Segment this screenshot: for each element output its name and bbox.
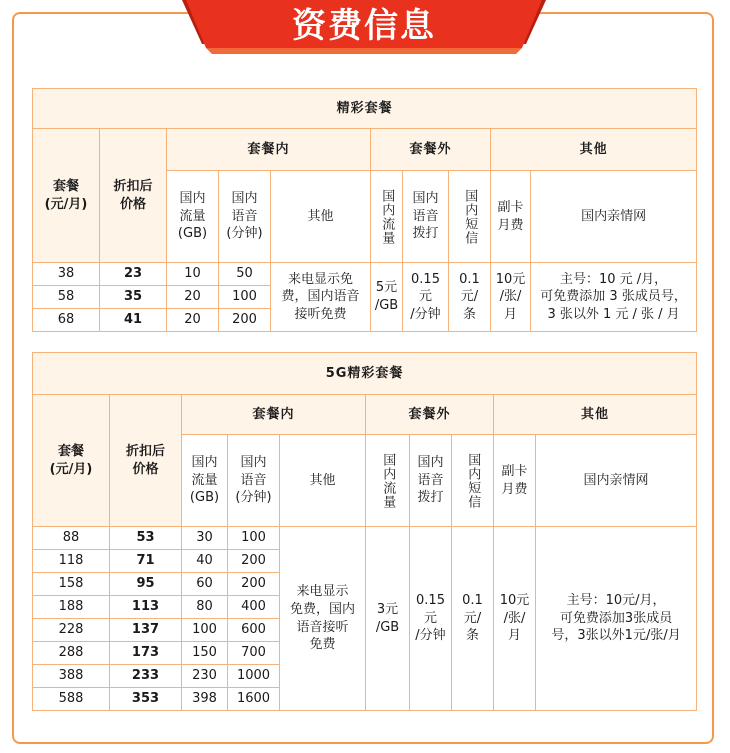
cell-out-data: 3元 /GB xyxy=(366,527,410,711)
cell-voice: 100 xyxy=(219,286,271,309)
header-plan: 套餐 (元/月) xyxy=(33,129,100,263)
header-family: 国内亲情网 xyxy=(536,435,697,527)
header-out-voice: 国内 语音 拨打 xyxy=(410,435,452,527)
cell-voice: 100 xyxy=(228,527,280,550)
cell-other-in: 来电显示免 费，国内语音 接听免费 xyxy=(271,263,371,332)
header-out-data: 国内流量 xyxy=(379,188,395,245)
cell-voice: 200 xyxy=(219,309,271,332)
cell-discount: 353 xyxy=(110,688,182,711)
header-voice: 国内 语音 (分钟) xyxy=(228,435,280,527)
plan-table-2 xyxy=(32,352,697,711)
group-other: 其他 xyxy=(491,129,697,171)
cell-out-voice: 0.15 元 /分钟 xyxy=(403,263,449,332)
cell-data: 150 xyxy=(182,642,228,665)
cell-voice: 400 xyxy=(228,596,280,619)
cell-data: 230 xyxy=(182,665,228,688)
cell-plan: 288 xyxy=(33,642,110,665)
cell-data: 30 xyxy=(182,527,228,550)
cell-data: 80 xyxy=(182,596,228,619)
header-out-voice: 国内 语音 拨打 xyxy=(403,171,449,263)
cell-discount: 173 xyxy=(110,642,182,665)
header-discount: 折扣后 价格 xyxy=(100,129,167,263)
cell-family: 主号：10元/月， 可免费添加3张成员 号，3张以外1元/张/月 xyxy=(536,527,697,711)
cell-voice: 200 xyxy=(228,550,280,573)
header-sub-card: 副卡 月费 xyxy=(491,171,531,263)
cell-out-sms: 0.1 元/ 条 xyxy=(452,527,494,711)
group-other: 其他 xyxy=(494,395,697,435)
header-voice: 国内 语音 (分钟) xyxy=(219,171,271,263)
header-plan: 套餐 (元/月) xyxy=(33,395,110,527)
table-title: 精彩套餐 xyxy=(33,89,697,129)
cell-plan: 158 xyxy=(33,573,110,596)
cell-plan: 588 xyxy=(33,688,110,711)
cell-voice: 1000 xyxy=(228,665,280,688)
group-inside: 套餐内 xyxy=(182,395,366,435)
group-inside: 套餐内 xyxy=(167,129,371,171)
cell-family: 主号：10 元 /月， 可免费添加 3 张成员号， 3 张以外 1 元 / 张 / 月 xyxy=(531,263,697,332)
cell-plan: 88 xyxy=(33,527,110,550)
cell-plan: 228 xyxy=(33,619,110,642)
cell-data: 20 xyxy=(167,309,219,332)
group-outside: 套餐外 xyxy=(366,395,494,435)
cell-plan: 58 xyxy=(33,286,100,309)
cell-out-data: 5元 /GB xyxy=(371,263,403,332)
cell-data: 100 xyxy=(182,619,228,642)
cell-data: 398 xyxy=(182,688,228,711)
cell-plan: 38 xyxy=(33,263,100,286)
cell-sub-card: 10元 /张/ 月 xyxy=(494,527,536,711)
header-out-sms: 国内短信 xyxy=(465,452,481,509)
cell-data: 40 xyxy=(182,550,228,573)
banner xyxy=(182,0,546,56)
cell-out-voice: 0.15 元 /分钟 xyxy=(410,527,452,711)
cell-discount: 53 xyxy=(110,527,182,550)
cell-data: 20 xyxy=(167,286,219,309)
cell-voice: 1600 xyxy=(228,688,280,711)
cell-out-sms: 0.1 元/ 条 xyxy=(449,263,491,332)
header-family: 国内亲情网 xyxy=(531,171,697,263)
plan-table-1 xyxy=(32,88,697,332)
cell-voice: 200 xyxy=(228,573,280,596)
cell-voice: 700 xyxy=(228,642,280,665)
header-data: 国内 流量 (GB) xyxy=(167,171,219,263)
group-outside: 套餐外 xyxy=(371,129,491,171)
cell-plan: 68 xyxy=(33,309,100,332)
cell-plan: 388 xyxy=(33,665,110,688)
cell-plan: 188 xyxy=(33,596,110,619)
header-data: 国内 流量 (GB) xyxy=(182,435,228,527)
header-discount: 折扣后 价格 xyxy=(110,395,182,527)
header-out-sms: 国内短信 xyxy=(462,188,478,245)
cell-discount: 71 xyxy=(110,550,182,573)
header-other-in: 其他 xyxy=(271,171,371,263)
cell-voice: 50 xyxy=(219,263,271,286)
cell-discount: 35 xyxy=(100,286,167,309)
header-other-in: 其他 xyxy=(280,435,366,527)
cell-data: 10 xyxy=(167,263,219,286)
banner-title: 资费信息 xyxy=(292,6,436,46)
cell-other-in: 来电显示 免费，国内 语音接听 免费 xyxy=(280,527,366,711)
cell-discount: 95 xyxy=(110,573,182,596)
cell-plan: 118 xyxy=(33,550,110,573)
cell-discount: 23 xyxy=(100,263,167,286)
table-title: 5G精彩套餐 xyxy=(33,353,697,395)
cell-sub-card: 10元 /张/ 月 xyxy=(491,263,531,332)
cell-discount: 137 xyxy=(110,619,182,642)
cell-discount: 41 xyxy=(100,309,167,332)
header-out-data: 国内流量 xyxy=(380,452,396,509)
header-sub-card: 副卡 月费 xyxy=(494,435,536,527)
cell-data: 60 xyxy=(182,573,228,596)
cell-discount: 233 xyxy=(110,665,182,688)
cell-discount: 113 xyxy=(110,596,182,619)
cell-voice: 600 xyxy=(228,619,280,642)
